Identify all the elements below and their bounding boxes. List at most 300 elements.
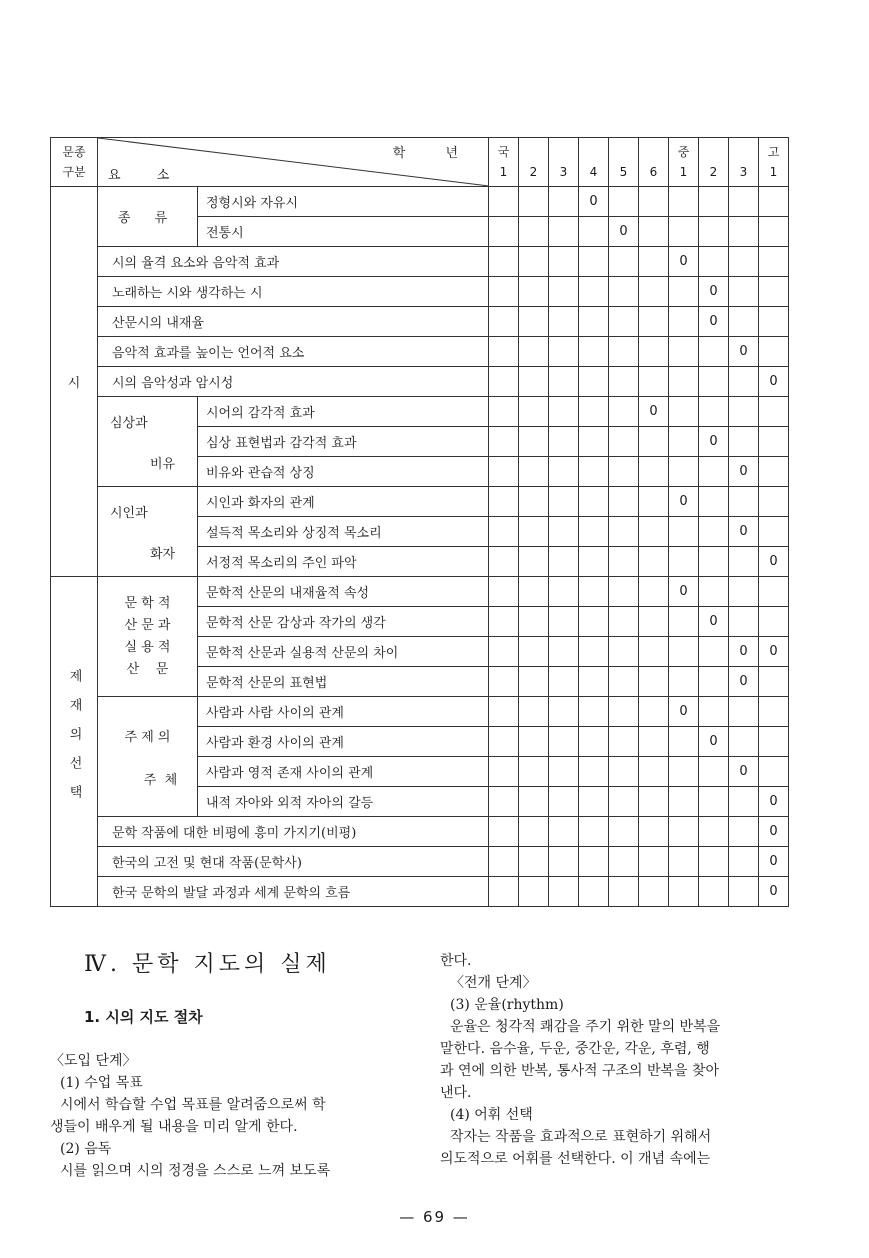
grade-cell xyxy=(489,187,519,217)
element-text: 노래하는 시와 생각하는 시 xyxy=(112,286,263,301)
category-label: 산 문 과 xyxy=(124,617,171,633)
element-text: 시인과 화자의 관계 xyxy=(206,496,315,511)
grade-cell xyxy=(699,337,729,367)
category-label: 화자 xyxy=(150,546,176,562)
grade-cell xyxy=(489,547,519,577)
grade-cell xyxy=(759,427,789,457)
grade-cell xyxy=(699,667,729,697)
grade-cell xyxy=(549,487,579,517)
grade-cell xyxy=(489,667,519,697)
element-text: 서정적 목소리의 주인 파악 xyxy=(206,556,357,571)
grade-cell xyxy=(729,637,759,667)
element-label-cell xyxy=(198,457,489,487)
grade-cell xyxy=(729,697,759,727)
grade-group-label xyxy=(729,142,758,162)
grade-cell xyxy=(579,457,609,487)
grade-cell xyxy=(489,817,519,847)
grade-cell xyxy=(609,697,639,727)
item-3-text-line1: 운율은 청각적 쾌감을 주기 위한 말의 반복을 xyxy=(450,1019,721,1035)
left-column xyxy=(50,950,412,1182)
grade-cell xyxy=(699,367,729,397)
grade-cell xyxy=(519,337,549,367)
category-label: 산 문 xyxy=(126,661,169,677)
grade-group-label xyxy=(549,142,578,162)
check-mark: 0 xyxy=(709,434,718,449)
grade-cell xyxy=(549,187,579,217)
grade-number: 5 xyxy=(619,165,628,179)
grade-group-label xyxy=(609,142,638,162)
grade-cell xyxy=(549,757,579,787)
grade-header-cell xyxy=(489,138,519,187)
grade-cell xyxy=(639,307,669,337)
table-row xyxy=(51,307,789,337)
check-mark: 0 xyxy=(709,284,718,299)
table-row xyxy=(51,817,789,847)
grade-cell xyxy=(519,757,549,787)
grade-cell xyxy=(759,517,789,547)
element-label-cell xyxy=(198,547,489,577)
grade-cell xyxy=(729,667,759,697)
check-mark: 0 xyxy=(679,494,688,509)
grade-header-cell xyxy=(549,138,579,187)
grade-cell xyxy=(549,727,579,757)
grade-cell xyxy=(639,367,669,397)
category-label: 시인과 xyxy=(110,505,148,521)
grade-cell xyxy=(609,247,639,277)
grade-cell xyxy=(729,757,759,787)
grade-cell xyxy=(609,727,639,757)
element-text: 사람과 사람 사이의 관계 xyxy=(206,706,344,721)
grade-cell xyxy=(489,697,519,727)
grade-cell xyxy=(519,187,549,217)
page-number: — 69 — xyxy=(399,1208,470,1226)
grade-cell xyxy=(519,847,549,877)
grade-cell xyxy=(609,847,639,877)
grade-cell xyxy=(729,187,759,217)
grade-header-cell xyxy=(699,138,729,187)
element-label-cell xyxy=(198,217,489,247)
grade-cell xyxy=(759,697,789,727)
grade-cell xyxy=(579,877,609,907)
development-stage: 〈전개 단계〉 xyxy=(450,975,537,991)
grade-cell xyxy=(489,397,519,427)
grade-cell xyxy=(729,397,759,427)
grade-cell xyxy=(579,667,609,697)
element-label-cell xyxy=(98,307,489,337)
grade-cell xyxy=(519,457,549,487)
grade-cell xyxy=(519,517,549,547)
element-text: 사람과 영적 존재 사이의 관계 xyxy=(206,766,374,781)
grade-cell xyxy=(609,457,639,487)
grade-cell xyxy=(579,247,609,277)
grade-cell xyxy=(489,457,519,487)
table-row xyxy=(51,877,789,907)
grade-cell xyxy=(519,727,549,757)
grade-cell xyxy=(639,577,669,607)
grade-cell xyxy=(729,367,759,397)
element-text: 설득적 목소리와 상징적 목소리 xyxy=(206,526,382,541)
check-mark: 0 xyxy=(739,644,748,659)
grade-cell xyxy=(699,787,729,817)
grade-cell xyxy=(579,607,609,637)
grade-cell xyxy=(609,367,639,397)
element-text: 음악적 효과를 높이는 언어적 요소 xyxy=(112,346,305,361)
grade-cell xyxy=(699,607,729,637)
grade-cell xyxy=(579,337,609,367)
grade-cell xyxy=(729,427,759,457)
grade-cell xyxy=(639,877,669,907)
table-row xyxy=(51,337,789,367)
grade-cell xyxy=(579,487,609,517)
grade-cell xyxy=(549,607,579,637)
element-text: 비유와 관습적 상징 xyxy=(206,466,315,481)
grade-cell xyxy=(489,847,519,877)
grade-cell xyxy=(549,367,579,397)
grade-number: 2 xyxy=(709,165,718,179)
check-mark: 0 xyxy=(769,644,778,659)
grade-cell xyxy=(669,277,699,307)
grade-cell xyxy=(489,337,519,367)
element-label-cell xyxy=(98,367,489,397)
element-text: 사람과 환경 사이의 관계 xyxy=(206,736,344,751)
grade-label: 학 년 xyxy=(392,146,476,161)
grade-cell xyxy=(609,277,639,307)
grade-header-cell xyxy=(669,138,699,187)
intro-stage: 〈도입 단계〉 xyxy=(50,1053,137,1069)
curriculum-table xyxy=(50,137,789,907)
grade-number: 1 xyxy=(769,165,778,179)
grade-cell xyxy=(639,487,669,517)
grade-cell xyxy=(699,457,729,487)
grade-cell xyxy=(669,397,699,427)
grade-group-label: 국 xyxy=(497,145,510,159)
grade-cell xyxy=(729,607,759,637)
grade-cell xyxy=(669,217,699,247)
grade-cell xyxy=(519,487,549,517)
grade-cell xyxy=(639,697,669,727)
grade-cell xyxy=(669,577,699,607)
grade-cell xyxy=(609,487,639,517)
grade-cell xyxy=(699,697,729,727)
grade-cell xyxy=(549,847,579,877)
genre-section-label: 시 xyxy=(67,376,81,391)
grade-cell xyxy=(759,637,789,667)
element-label-cell xyxy=(198,607,489,637)
category-cell xyxy=(98,697,198,817)
grade-cell xyxy=(699,277,729,307)
grade-cell xyxy=(759,337,789,367)
grade-cell xyxy=(669,787,699,817)
grade-cell xyxy=(699,877,729,907)
item-2-heading: (2) 음독 xyxy=(60,1141,112,1157)
check-mark: 0 xyxy=(769,374,778,389)
grade-cell xyxy=(729,277,759,307)
grade-cell xyxy=(549,577,579,607)
grade-cell xyxy=(549,637,579,667)
grade-cell xyxy=(669,367,699,397)
grade-group-label: 고 xyxy=(767,145,780,159)
grade-cell xyxy=(549,787,579,817)
table-row xyxy=(51,847,789,877)
grade-group-label: 중 xyxy=(677,145,690,159)
check-mark: 0 xyxy=(709,734,718,749)
check-mark: 0 xyxy=(709,314,718,329)
grade-cell xyxy=(579,817,609,847)
grade-cell xyxy=(699,307,729,337)
grade-cell xyxy=(549,217,579,247)
grade-cell xyxy=(639,187,669,217)
grade-header-cell xyxy=(729,138,759,187)
grade-cell xyxy=(609,577,639,607)
element-text: 문학적 산문과 실용적 산문의 차이 xyxy=(206,646,399,661)
grade-cell xyxy=(639,637,669,667)
element-label-cell xyxy=(98,817,489,847)
grade-cell xyxy=(489,487,519,517)
table-row xyxy=(51,187,789,217)
grade-cell xyxy=(669,487,699,517)
grade-cell xyxy=(519,637,549,667)
genre-section-theme xyxy=(51,577,98,907)
grade-cell xyxy=(759,307,789,337)
category-cell xyxy=(98,397,198,487)
grade-cell xyxy=(759,757,789,787)
grade-cell xyxy=(639,817,669,847)
grade-cell xyxy=(549,817,579,847)
grade-cell xyxy=(519,787,549,817)
check-mark: 0 xyxy=(769,554,778,569)
grade-cell xyxy=(699,547,729,577)
genre-header xyxy=(51,138,98,187)
grade-cell xyxy=(579,187,609,217)
grade-cell xyxy=(729,787,759,817)
grade-cell xyxy=(699,217,729,247)
grade-cell xyxy=(489,247,519,277)
grade-cell xyxy=(699,427,729,457)
grade-number: 2 xyxy=(529,165,538,179)
grade-number: 4 xyxy=(589,165,598,179)
element-text: 내적 자아와 외적 자아의 갈등 xyxy=(206,796,374,811)
grade-cell xyxy=(759,457,789,487)
grade-cell xyxy=(759,487,789,517)
grade-cell xyxy=(729,487,759,517)
grade-cell xyxy=(519,427,549,457)
item-4-text-line2: 의도적으로 어휘를 선택한다. 이 개념 속에는 xyxy=(440,1151,711,1167)
element-label-cell xyxy=(198,697,489,727)
element-label-cell xyxy=(198,397,489,427)
grade-cell xyxy=(489,217,519,247)
table-row xyxy=(51,277,789,307)
table-row xyxy=(51,247,789,277)
check-mark: 0 xyxy=(769,854,778,869)
grade-cell xyxy=(489,607,519,637)
grade-cell xyxy=(519,667,549,697)
check-mark: 0 xyxy=(769,794,778,809)
table-row xyxy=(51,367,789,397)
category-label: 주 제 의 xyxy=(124,729,171,745)
grade-cell xyxy=(489,427,519,457)
grade-number: 3 xyxy=(739,165,748,179)
grade-cell xyxy=(489,877,519,907)
grade-cell xyxy=(669,847,699,877)
grade-cell xyxy=(669,607,699,637)
grade-cell xyxy=(519,547,549,577)
grade-cell xyxy=(759,817,789,847)
element-text: 산문시의 내재율 xyxy=(112,316,205,331)
grade-cell xyxy=(579,637,609,667)
grade-cell xyxy=(549,397,579,427)
grade-header-cell xyxy=(609,138,639,187)
check-mark: 0 xyxy=(769,824,778,839)
grade-cell xyxy=(489,787,519,817)
element-text: 한국 문학의 발달 과정과 세계 문학의 흐름 xyxy=(112,886,351,901)
category-cell xyxy=(98,487,198,577)
element-text: 시의 음악성과 암시성 xyxy=(112,376,234,391)
element-label-cell xyxy=(98,877,489,907)
grade-cell xyxy=(669,427,699,457)
right-column xyxy=(440,950,792,1170)
item-3-text-line2: 말한다. 음수율, 두운, 중간운, 각운, 후렴, 행 xyxy=(440,1041,710,1057)
grade-cell xyxy=(669,307,699,337)
grade-cell xyxy=(759,577,789,607)
check-mark: 0 xyxy=(739,464,748,479)
grade-cell xyxy=(639,517,669,547)
grade-cell xyxy=(759,397,789,427)
grade-cell xyxy=(699,517,729,547)
grade-cell xyxy=(699,577,729,607)
grade-cell xyxy=(489,757,519,787)
element-label-cell xyxy=(198,727,489,757)
element-text: 문학적 산문 감상과 작가의 생각 xyxy=(206,616,386,631)
grade-cell xyxy=(549,277,579,307)
genre-label: 문종 xyxy=(62,145,86,159)
element-label-cell xyxy=(198,427,489,457)
category-label: 주 체 xyxy=(143,772,178,788)
grade-cell xyxy=(669,337,699,367)
subsection-title: 1. 시의 지도 절차 xyxy=(84,1008,203,1026)
grade-cell xyxy=(609,547,639,577)
grade-cell xyxy=(519,607,549,637)
grade-number: 3 xyxy=(559,165,568,179)
grade-cell xyxy=(519,817,549,847)
grade-cell xyxy=(729,217,759,247)
grade-cell xyxy=(609,787,639,817)
element-text: 문학적 산문의 표현법 xyxy=(206,676,328,691)
check-mark: 0 xyxy=(679,704,688,719)
grade-cell xyxy=(639,667,669,697)
grade-cell xyxy=(489,577,519,607)
check-mark: 0 xyxy=(739,764,748,779)
check-mark: 0 xyxy=(679,254,688,269)
grade-cell xyxy=(759,187,789,217)
grade-cell xyxy=(579,307,609,337)
grade-cell xyxy=(579,397,609,427)
grade-cell xyxy=(549,337,579,367)
grade-cell xyxy=(669,877,699,907)
grade-cell xyxy=(519,577,549,607)
genre-section-label: 제재의선택 xyxy=(66,669,82,814)
grade-cell xyxy=(579,547,609,577)
element-label-cell xyxy=(198,187,489,217)
item-1-text-line1: 시에서 학습할 수업 목표를 알려줌으로써 학 xyxy=(60,1097,326,1113)
grade-cell xyxy=(579,427,609,457)
grade-cell xyxy=(579,697,609,727)
grade-cell xyxy=(489,637,519,667)
genre-section-poetry xyxy=(51,187,98,577)
grade-cell xyxy=(729,247,759,277)
table-row xyxy=(51,487,789,517)
category-label: 비유 xyxy=(150,456,176,472)
grade-cell xyxy=(669,187,699,217)
grade-cell xyxy=(639,337,669,367)
grade-group-label xyxy=(579,142,608,162)
element-text: 전통시 xyxy=(206,226,244,241)
grade-cell xyxy=(699,487,729,517)
grade-cell xyxy=(759,247,789,277)
grade-group-label xyxy=(699,142,728,162)
grade-cell xyxy=(519,697,549,727)
grade-cell xyxy=(579,757,609,787)
grade-cell xyxy=(669,517,699,547)
grade-cell xyxy=(579,847,609,877)
element-label-cell xyxy=(98,247,489,277)
check-mark: 0 xyxy=(679,584,688,599)
grade-cell xyxy=(669,247,699,277)
grade-cell xyxy=(729,577,759,607)
grade-cell xyxy=(549,697,579,727)
grade-cell xyxy=(699,397,729,427)
division-label: 구분 xyxy=(62,165,86,179)
grade-element-header xyxy=(98,138,489,187)
grade-cell xyxy=(759,877,789,907)
item-2-text-line1: 시를 읽으며 시의 정경을 스스로 느껴 보도록 xyxy=(60,1163,331,1179)
grade-cell xyxy=(729,307,759,337)
check-mark: 0 xyxy=(649,404,658,419)
check-mark: 0 xyxy=(739,344,748,359)
category-label: 문 학 적 xyxy=(124,595,171,611)
grade-cell xyxy=(699,637,729,667)
grade-cell xyxy=(609,427,639,457)
grade-cell xyxy=(759,277,789,307)
grade-cell xyxy=(579,277,609,307)
grade-cell xyxy=(639,727,669,757)
element-label-cell xyxy=(198,577,489,607)
element-label-cell xyxy=(198,757,489,787)
grade-cell xyxy=(609,307,639,337)
grade-cell xyxy=(639,787,669,817)
grade-cell xyxy=(489,367,519,397)
category-cell xyxy=(98,187,198,247)
grade-cell xyxy=(729,337,759,367)
grade-cell xyxy=(639,547,669,577)
grade-cell xyxy=(639,427,669,457)
grade-cell xyxy=(549,307,579,337)
right-line-1: 한다. xyxy=(440,953,472,969)
grade-cell xyxy=(729,547,759,577)
check-mark: 0 xyxy=(739,674,748,689)
section-title: Ⅳ. 문학 지도의 실제 xyxy=(84,952,331,977)
grade-cell xyxy=(609,217,639,247)
grade-group-label xyxy=(639,142,668,162)
grade-cell xyxy=(639,457,669,487)
grade-cell xyxy=(579,727,609,757)
grade-cell xyxy=(759,217,789,247)
item-4-heading: (4) 어휘 선택 xyxy=(450,1107,533,1123)
grade-cell xyxy=(669,817,699,847)
grade-cell xyxy=(609,187,639,217)
grade-cell xyxy=(759,847,789,877)
grade-cell xyxy=(579,787,609,817)
grade-cell xyxy=(609,517,639,547)
